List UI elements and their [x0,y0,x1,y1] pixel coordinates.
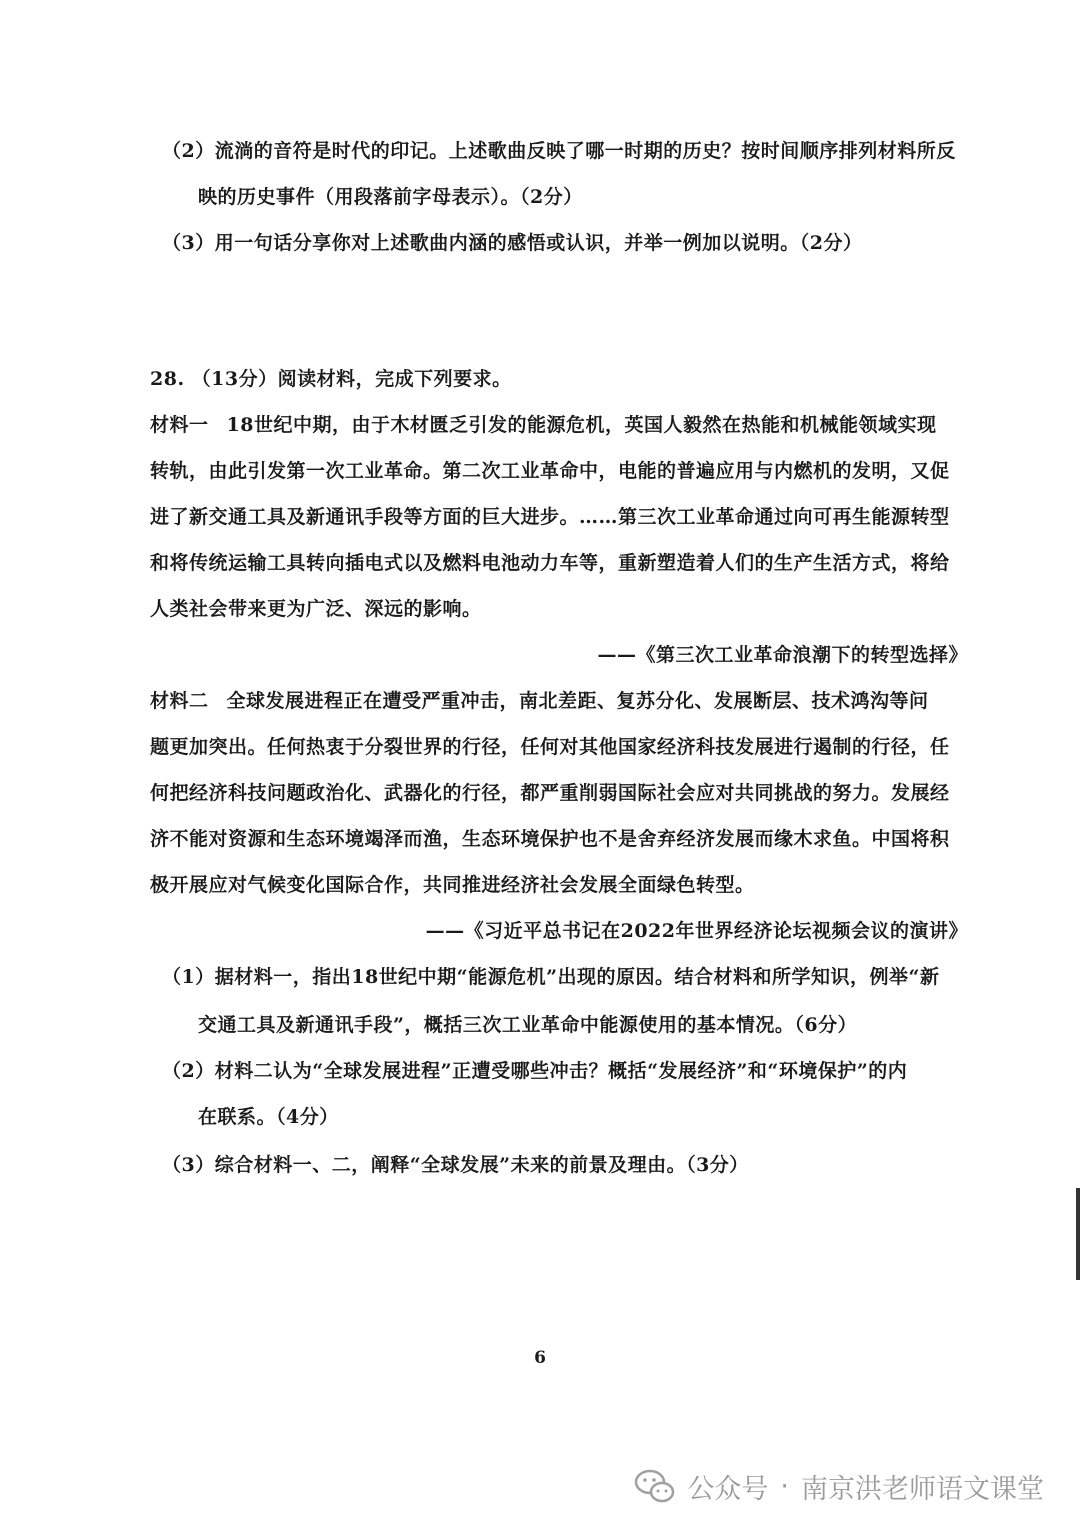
watermark-separator: · [780,1470,789,1502]
material2-line2: 题更加突出。任何热衷于分裂世界的行径，任何对其他国家经济科技发展进行遏制的行径，任 [150,736,950,758]
q28-question2-line2: 在联系。（4分） [198,1106,339,1128]
q28-question2-line1: （2）材料二认为“全球发展进程”正遭受哪些冲击？概括“发展经济”和“环境保护”的内 [162,1060,908,1082]
q28-question1-line2: 交通工具及新通讯手段”，概括三次工业革命中能源使用的基本情况。（6分） [198,1014,858,1036]
material2-label: 材料二 [150,690,209,712]
wechat-icon [633,1466,677,1506]
material1-label: 材料一 [150,414,209,436]
material2-line5: 极开展应对气候变化国际合作，共同推进经济社会发展全面绿色转型。 [150,874,755,896]
q27-item-2-line1: （2）流淌的音符是时代的印记。上述歌曲反映了哪一时期的历史？按时间顺序排列材料所反 [162,140,956,162]
material1-source: ——《第三次工业革命浪潮下的转型选择》 [597,644,968,666]
material1-line2: 转轨，由此引发第一次工业革命。第二次工业革命中，电能的普遍应用与内燃机的发明，又促 [150,460,950,482]
watermark-account-type: 公众号 [687,1473,769,1505]
scan-edge-mark [1076,1188,1080,1280]
q27-item-2-line2: 映的历史事件（用段落前字母表示）。（2分） [198,186,583,208]
material1-line5: 人类社会带来更为广泛、深远的影响。 [150,598,482,620]
q27-item-3: （3）用一句话分享你对上述歌曲内涵的感悟或认识，并举一例加以说明。（2分） [162,232,863,254]
watermark [633,1466,1044,1506]
material2-text1: 全球发展进程正在遭受严重冲击，南北差距、复苏分化、发展断层、技术鸿沟等问 [226,690,929,712]
material2-line1 [150,692,929,711]
q28-question1-line1: （1）据材料一，指出18世纪中期“能源危机”出现的原因。结合材料和所学知识，例举“新 [162,966,940,988]
watermark-account-name: 南京洪老师语文课堂 [801,1473,1044,1505]
q28-heading: 28. （13分）阅读材料，完成下列要求。 [150,368,512,390]
page-number: 6 [534,1348,546,1368]
material1-line4: 和将传统运输工具转向插电式以及燃料电池动力车等，重新塑造着人们的生产生活方式，将给 [150,552,950,574]
material2-line4: 济不能对资源和生态环境竭泽而渔，生态环境保护也不是舍弃经济发展而缘木求鱼。中国将积 [150,828,950,850]
q28-question3: （3）综合材料一、二，阐释“全球发展”未来的前景及理由。（3分） [162,1154,749,1176]
material1-line1 [150,416,936,435]
material1-line3: 进了新交通工具及新通讯手段等方面的巨大进步。……第三次工业革命通过向可再生能源转型 [150,506,950,528]
material1-text1: 18世纪中期，由于木材匮乏引发的能源危机，英国人毅然在热能和机械能领域实现 [226,414,937,436]
material2-source: ——《习近平总书记在2022年世界经济论坛视频会议的演讲》 [425,920,968,942]
material2-line3: 何把经济科技问题政治化、武器化的行径，都严重削弱国际社会应对共同挑战的努力。发展经 [150,782,950,804]
